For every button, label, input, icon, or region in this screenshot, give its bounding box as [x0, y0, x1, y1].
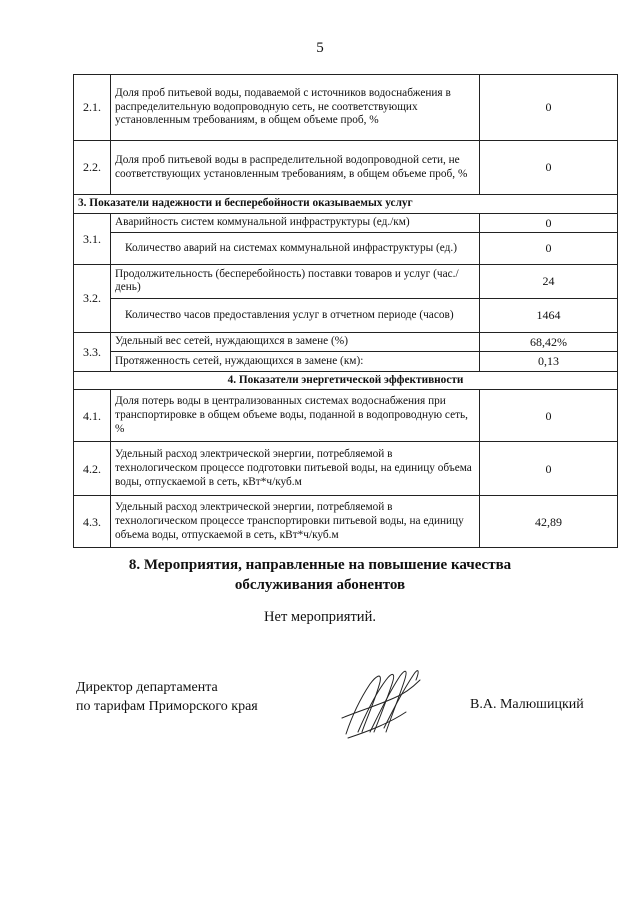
row-description: Доля проб питьевой воды в распределительной водопроводной сети, не соответствующих установленным требованиям, в общем объеме проб, % — [111, 141, 480, 195]
row-description: Количество часов предоставления услуг в отчетном периоде (часов) — [111, 298, 480, 332]
table-row — [74, 213, 618, 232]
table-row — [74, 141, 618, 195]
signer-title-line1: Директор департамента — [76, 680, 218, 695]
row-number: 3.2. — [74, 264, 111, 332]
row-number: 2.2. — [74, 141, 111, 195]
table-row — [74, 264, 618, 298]
table-row — [74, 298, 618, 332]
section-header-row — [74, 371, 618, 390]
section-header-row — [74, 195, 618, 214]
row-value: 0 — [480, 232, 618, 264]
row-value: 0,13 — [480, 352, 618, 371]
row-number: 3.3. — [74, 332, 111, 371]
row-number: 4.1. — [74, 390, 111, 442]
section-4-title: 4. Показатели энергетической эффективности — [74, 371, 618, 390]
no-measures-text: Нет мероприятий. — [264, 609, 376, 625]
row-description: Удельный расход электрической энергии, потребляемой в технологическом процессе транспортировки питьевой воды, на единицу объема воды, отпускаемой в сеть, кВт*ч/куб.м — [111, 496, 480, 548]
row-number: 2.1. — [74, 75, 111, 141]
row-description: Доля потерь воды в централизованных системах водоснабжения при транспортировке в общем объеме воды, поданной в водопроводную сеть, % — [111, 390, 480, 442]
row-value: 0 — [480, 442, 618, 496]
row-value: 1464 — [480, 298, 618, 332]
signer-name: В.А. Малюшицкий — [470, 697, 584, 712]
row-description: Удельный расход электрической энергии, потребляемой в технологическом процессе подготовки питьевой воды, на единицу объема воды, отпускаемой в сеть, кВт*ч/куб.м — [111, 442, 480, 496]
table-row — [74, 232, 618, 264]
row-number: 4.3. — [74, 496, 111, 548]
section-3-title: 3. Показатели надежности и бесперебойности оказываемых услуг — [74, 195, 618, 214]
section-8-heading — [0, 556, 640, 595]
row-description: Количество аварий на системах коммунальной инфраструктуры (ед.) — [111, 232, 480, 264]
row-description: Аварийность систем коммунальной инфраструктуры (ед./км) — [111, 213, 480, 232]
row-description: Продолжительность (бесперебойность) поставки товаров и услуг (час./день) — [111, 264, 480, 298]
table-row — [74, 332, 618, 351]
table-row — [74, 442, 618, 496]
row-value: 0 — [480, 75, 618, 141]
row-number: 4.2. — [74, 442, 111, 496]
section-8-heading-line1: 8. Мероприятия, направленные на повышение качества — [128, 557, 512, 573]
signer-title — [76, 679, 258, 717]
row-value: 0 — [480, 213, 618, 232]
table-row — [74, 75, 618, 141]
table-row — [74, 390, 618, 442]
row-value: 0 — [480, 141, 618, 195]
row-value: 0 — [480, 390, 618, 442]
row-description: Доля проб питьевой воды, подаваемой с источников водоснабжения в распределительную водопроводную сеть, не соответствующих установленным требованиям, в общем объеме проб, % — [111, 75, 480, 141]
row-description: Удельный вес сетей, нуждающихся в замене (%) — [111, 332, 480, 351]
indicators-table — [73, 74, 618, 548]
row-description: Протяженность сетей, нуждающихся в замене (км): — [111, 352, 480, 371]
row-value: 24 — [480, 264, 618, 298]
section-8-heading-line2: обслуживания абонентов — [234, 576, 406, 593]
row-value: 42,89 — [480, 496, 618, 548]
table-row — [74, 352, 618, 371]
row-number: 3.1. — [74, 213, 111, 264]
signer-title-line2: по тарифам Приморского края — [76, 698, 258, 714]
table-row — [74, 496, 618, 548]
handwritten-signature — [336, 662, 426, 742]
row-value: 68,42% — [480, 332, 618, 351]
page-number: 5 — [316, 40, 324, 56]
